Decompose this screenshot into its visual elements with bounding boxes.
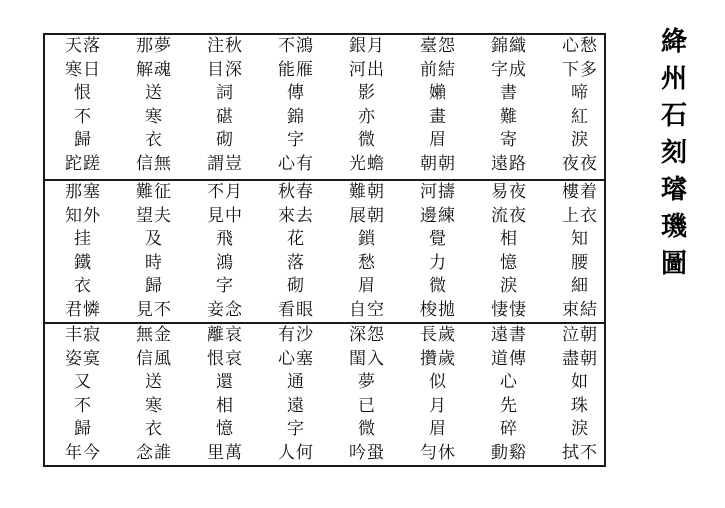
grid-cell: 深怨 [349, 325, 385, 345]
title-char: 璣 [660, 212, 687, 242]
grid-cell: 衣 [145, 130, 163, 150]
grid-column [48, 181, 118, 322]
grid-cell: 腰 [571, 252, 589, 273]
grid-cell: 展朝 [349, 205, 385, 226]
grid-cell: 書 [500, 83, 518, 103]
grid-cell: 邊練 [420, 205, 456, 226]
grid-cell: 微 [429, 276, 447, 296]
grid-cell: 人何 [278, 442, 314, 463]
grid-cell: 遠書 [491, 325, 527, 345]
grid-cell: 砌 [216, 130, 234, 150]
grid-cell: 錦織 [491, 36, 527, 56]
grid-cell: 解魂 [136, 59, 172, 80]
grid-cell: 閨入 [349, 348, 385, 369]
grid-cell: 歸 [74, 419, 92, 439]
title-char: 石 [660, 101, 687, 131]
grid-column [403, 324, 473, 465]
grid-cell: 信風 [136, 348, 172, 369]
grid-cell: 心塞 [278, 348, 314, 369]
grid-cell: 朝朝 [420, 153, 456, 174]
grid-column [474, 35, 544, 179]
grid-cell: 淚 [571, 130, 589, 150]
grid-cell: 恨 [74, 83, 92, 103]
grid-cell: 臺怨 [420, 36, 456, 56]
grid-cell: 寄 [500, 130, 518, 150]
grid-cell: 吟蛩 [349, 442, 385, 463]
grid-cell: 上衣 [562, 205, 598, 226]
grid-column [332, 324, 402, 465]
grid-cell: 先 [500, 395, 518, 416]
grid-cell: 跎蹉 [65, 153, 101, 174]
grid-cell: 知 [571, 229, 589, 249]
grid-cell: 通 [287, 372, 305, 392]
grid-cell: 恨哀 [207, 348, 243, 369]
grid-cell: 落 [287, 252, 305, 273]
grid-cell: 鎖 [358, 229, 376, 249]
grid-cell: 悽悽 [491, 299, 527, 320]
title-vertical [652, 24, 696, 283]
grid-cell: 攢歲 [420, 348, 456, 369]
grid-cell: 下多 [562, 59, 598, 80]
grid-cell: 梭拋 [420, 299, 456, 320]
grid-cell: 碪 [216, 106, 234, 127]
title-char: 州 [660, 64, 687, 94]
grid-cell: 年今 [65, 442, 101, 463]
grid-cell: 謂豈 [207, 153, 243, 174]
grid-cell: 憶 [216, 419, 234, 439]
grid-cell: 送 [145, 372, 163, 392]
grid-column [261, 324, 331, 465]
grid-cell: 衣 [145, 419, 163, 439]
grid-cell: 注秋 [207, 36, 243, 56]
grid-cell: 泣朝 [562, 325, 598, 345]
grid-cell: 丰寂 [65, 325, 101, 345]
grid-cell: 樓着 [562, 182, 598, 202]
grid-column [190, 181, 260, 322]
grid-cell: 難征 [136, 182, 172, 202]
grid-cell: 夜夜 [562, 153, 598, 174]
grid-column [261, 35, 331, 179]
grid-cell: 淚 [500, 276, 518, 296]
grid-cell: 那塞 [65, 182, 101, 202]
grid-cell: 憶 [500, 252, 518, 273]
grid-cell: 微 [358, 419, 376, 439]
grid-column [190, 324, 260, 465]
grid-cell: 心愁 [562, 36, 598, 56]
grid-cell: 眉 [429, 130, 447, 150]
grid-cell: 砌 [287, 276, 305, 296]
title-char: 圖 [660, 249, 687, 279]
grid-cell: 字 [287, 130, 305, 150]
grid-cell: 眉 [358, 276, 376, 296]
grid-cell: 銀月 [349, 36, 385, 56]
grid-cell: 相 [500, 229, 518, 249]
grid-column [332, 35, 402, 179]
grid-column [48, 324, 118, 465]
grid-column [403, 181, 473, 322]
grid-column [332, 181, 402, 322]
grid-cell: 挂 [74, 229, 92, 249]
grid-cell: 傳 [287, 83, 305, 103]
poem-grid [43, 33, 606, 467]
title-char: 刻 [660, 138, 687, 168]
grid-cell: 光蟾 [349, 153, 385, 174]
grid-cell: 眉 [429, 419, 447, 439]
grid-column [119, 324, 189, 465]
grid-column [545, 35, 615, 179]
grid-cell: 愁 [358, 252, 376, 273]
grid-cell: 寒 [145, 106, 163, 127]
grid-cell: 飛 [216, 229, 234, 249]
grid-cell: 君憐 [65, 299, 101, 320]
grid-cell: 鐵 [74, 252, 92, 273]
grid-cell: 河出 [349, 59, 385, 80]
grid-cell: 畫 [429, 106, 447, 127]
grid-cell: 難 [500, 106, 518, 127]
grid-cell: 字 [287, 419, 305, 439]
grid-cell: 送 [145, 83, 163, 103]
grid-cell: 勻休 [420, 442, 456, 463]
grid-cell: 自空 [349, 299, 385, 320]
grid-cell: 相 [216, 395, 234, 416]
grid-cell: 淚 [571, 419, 589, 439]
grid-cell: 見中 [207, 205, 243, 226]
grid-cell: 前結 [420, 59, 456, 80]
grid-cell: 時 [145, 252, 163, 273]
grid-column [545, 181, 615, 322]
grid-cell: 不鴻 [278, 36, 314, 56]
grid-cell: 見不 [136, 299, 172, 320]
grid-column [190, 35, 260, 179]
grid-cell: 衣 [74, 276, 92, 296]
grid-column [119, 181, 189, 322]
grid-cell: 又 [74, 372, 92, 392]
grid-cell: 秋春 [278, 182, 314, 202]
grid-column [545, 324, 615, 465]
grid-cell: 無金 [136, 325, 172, 345]
grid-cell: 望夫 [136, 205, 172, 226]
grid-cell: 姿寞 [65, 348, 101, 369]
grid-cell: 細 [571, 276, 589, 296]
grid-cell: 知外 [65, 205, 101, 226]
grid-cell: 離哀 [207, 325, 243, 345]
grid-cell: 夢 [358, 372, 376, 392]
grid-cell: 紅 [571, 106, 589, 127]
grid-cell: 影 [358, 83, 376, 103]
grid-cell: 不 [74, 106, 92, 127]
grid-cell: 亦 [358, 106, 376, 127]
grid-cell: 束結 [562, 299, 598, 320]
title-char: 絳 [660, 27, 687, 57]
grid-cell: 信無 [136, 153, 172, 174]
grid-column [474, 324, 544, 465]
grid-cell: 字成 [491, 59, 527, 80]
grid-cell: 錦 [287, 106, 305, 127]
grid-cell: 詞 [216, 83, 234, 103]
grid-cell: 已 [358, 395, 376, 416]
grid-cell: 鴻 [216, 252, 234, 273]
grid-cell: 遠路 [491, 153, 527, 174]
grid-column [48, 35, 118, 179]
grid-cell: 念誰 [136, 442, 172, 463]
grid-column [261, 181, 331, 322]
grid-cell: 寒日 [65, 59, 101, 80]
grid-cell: 里萬 [207, 442, 243, 463]
grid-cell: 道傳 [491, 348, 527, 369]
grid-cell: 來去 [278, 205, 314, 226]
grid-band-bottom [45, 322, 604, 465]
grid-cell: 心有 [278, 153, 314, 174]
grid-cell: 碎 [500, 419, 518, 439]
grid-cell: 力 [429, 252, 447, 273]
grid-column [474, 181, 544, 322]
grid-cell: 月 [429, 395, 447, 416]
grid-cell: 微 [358, 130, 376, 150]
grid-column [119, 35, 189, 179]
title-char: 璿 [660, 175, 687, 205]
grid-band-top [45, 35, 604, 179]
grid-cell: 長歲 [420, 325, 456, 345]
grid-cell: 河擣 [420, 182, 456, 202]
grid-cell: 如 [571, 372, 589, 392]
grid-cell: 覺 [429, 229, 447, 249]
grid-cell: 還 [216, 372, 234, 392]
grid-cell: 動谿 [491, 442, 527, 463]
grid-cell: 妾念 [207, 299, 243, 320]
grid-cell: 盡朝 [562, 348, 598, 369]
grid-cell: 歸 [145, 276, 163, 296]
grid-cell: 流夜 [491, 205, 527, 226]
grid-column [403, 35, 473, 179]
grid-cell: 看眼 [278, 299, 314, 320]
grid-cell: 不 [74, 395, 92, 416]
grid-cell: 及 [145, 229, 163, 249]
grid-cell: 易夜 [491, 182, 527, 202]
grid-cell: 花 [287, 229, 305, 249]
grid-cell: 遠 [287, 395, 305, 416]
grid-cell: 目深 [207, 59, 243, 80]
grid-cell: 啼 [571, 83, 589, 103]
grid-band-middle [45, 179, 604, 322]
grid-cell: 不月 [207, 182, 243, 202]
grid-cell: 似 [429, 372, 447, 392]
grid-cell: 有沙 [278, 325, 314, 345]
grid-cell: 歸 [74, 130, 92, 150]
grid-cell: 那夢 [136, 36, 172, 56]
grid-cell: 寒 [145, 395, 163, 416]
grid-cell: 嬾 [429, 83, 447, 103]
grid-cell: 心 [500, 372, 518, 392]
grid-cell: 字 [216, 276, 234, 296]
grid-cell: 能雁 [278, 59, 314, 80]
grid-cell: 拭不 [562, 442, 598, 463]
grid-cell: 天落 [65, 36, 101, 56]
grid-cell: 難朝 [349, 182, 385, 202]
grid-cell: 珠 [571, 395, 589, 416]
